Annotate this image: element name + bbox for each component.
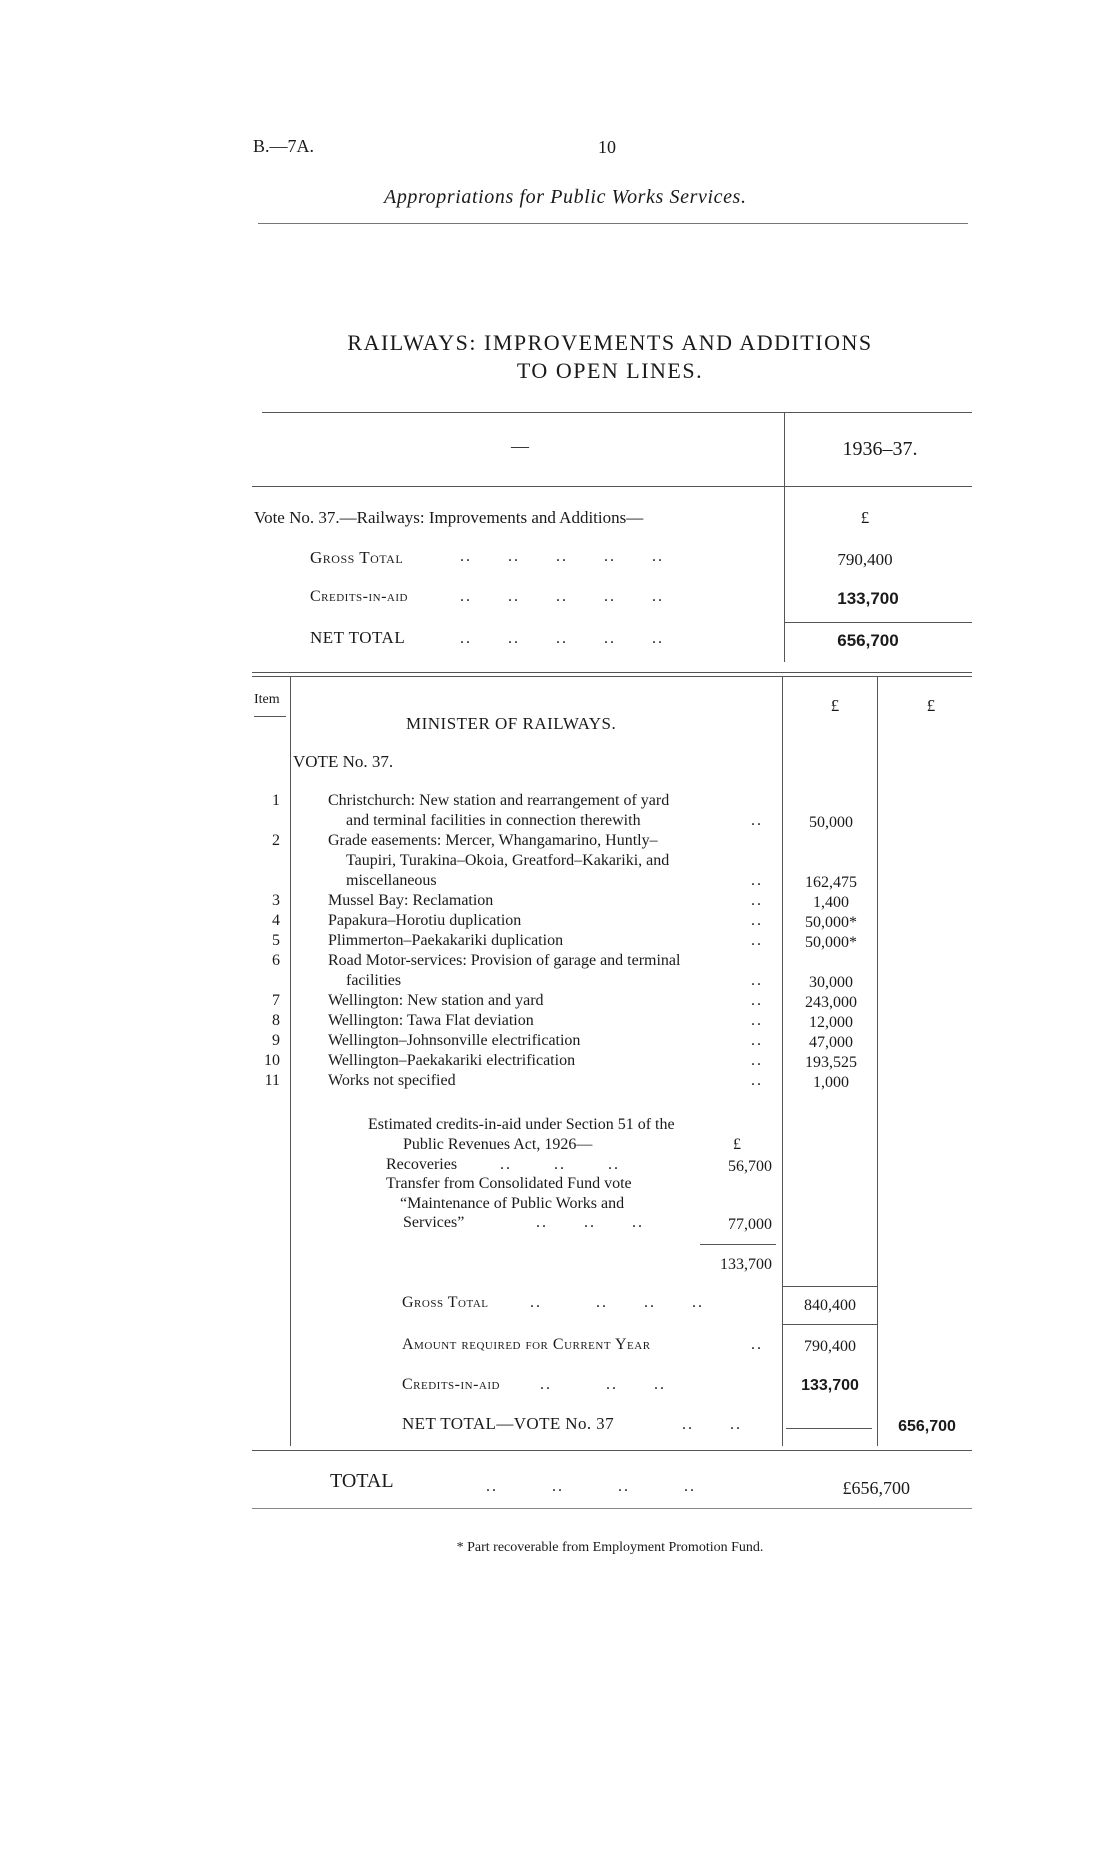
leader-dots: .. [751, 912, 763, 929]
item-description: Mussel Bay: Reclamation [328, 892, 494, 909]
summary-top-rule [262, 412, 972, 413]
item-description: Wellington–Paekakariki electrification [328, 1052, 576, 1069]
leader-dots: .. [751, 892, 763, 909]
summary-subtotal-rule [784, 622, 972, 623]
section-title-line1: RAILWAYS: IMPROVEMENTS AND ADDITIONS [347, 330, 873, 355]
item-amount: 47,000 [809, 1034, 853, 1051]
item-description: Wellington: Tawa Flat deviation [328, 1012, 534, 1029]
item-amount: 243,000 [805, 994, 857, 1011]
leader-dots: .. [751, 812, 763, 829]
total-column-divider [877, 676, 878, 1446]
leader-dots: .. [751, 1012, 763, 1029]
section-title-line2: TO OPEN LINES. [516, 358, 704, 383]
leader-dots: .. .. [682, 1416, 742, 1433]
item-amount: 30,000 [809, 974, 853, 991]
leader-dots: .. [751, 1052, 763, 1069]
leader-dots: .. [751, 1032, 763, 1049]
summary-net-label: NET TOTAL [310, 628, 406, 647]
vote-heading: VOTE No. 37. [293, 752, 394, 771]
summary-gross-value: 790,400 [837, 550, 893, 569]
leader-dots: .. .. .. .. .. [460, 548, 664, 565]
amount-required-label: Amount required for Current Year [402, 1336, 651, 1353]
item-number: 2 [272, 832, 280, 849]
item-description-continued: Taupiri, Turakina–Okoia, Greatford–Kakariki, and [346, 852, 670, 869]
item-description: Wellington–Johnsonville electrification [328, 1032, 581, 1049]
item-number: 6 [272, 952, 280, 969]
amount-required-value: 790,400 [804, 1338, 856, 1355]
net-dash-rule [786, 1428, 872, 1429]
summary-header-rule [252, 486, 972, 487]
summary-gross-label: Gross Total [310, 548, 404, 567]
transfer-line2: “Maintenance of Public Works and [400, 1195, 625, 1212]
vote-line: Vote No. 37.—Railways: Improvements and Additions— [254, 508, 644, 527]
detail-currency-col1: £ [830, 696, 840, 715]
detail-credits-label: Credits-in-aid [402, 1376, 500, 1393]
leader-dots: .. .. .. .. [530, 1294, 704, 1311]
item-amount: 193,525 [805, 1054, 857, 1071]
item-number: 9 [272, 1032, 280, 1049]
recoveries-label: Recoveries [386, 1156, 458, 1173]
gross-top-rule [782, 1286, 877, 1287]
item-description: Road Motor-services: Provision of garage and terminal [328, 952, 681, 969]
footnote: * Part recoverable from Employment Promotion Fund. [456, 1540, 764, 1555]
credits-note-line2: Public Revenues Act, 1926— [403, 1136, 593, 1153]
grand-total-value: £656,700 [842, 1478, 910, 1498]
item-amount: 1,000 [813, 1074, 849, 1091]
detail-currency-col2: £ [926, 696, 936, 715]
leader-dots: .. .. .. [500, 1156, 620, 1173]
recoveries-value: 56,700 [728, 1158, 772, 1175]
summary-col-dash: — [511, 436, 529, 456]
item-number: 4 [272, 912, 280, 929]
item-description: Grade easements: Mercer, Whangamarino, Huntly– [328, 832, 658, 849]
amount-column-divider [782, 676, 783, 1446]
item-number: 10 [264, 1052, 280, 1069]
item-description: Papakura–Horotiu duplication [328, 912, 522, 929]
detail-gross-value: 840,400 [804, 1297, 856, 1314]
item-amount: 50,000 [809, 814, 853, 831]
leader-dots: .. [751, 972, 763, 989]
item-number: 8 [272, 1012, 280, 1029]
item-description: Wellington: New station and yard [328, 992, 544, 1009]
item-amount: 50,000* [805, 934, 857, 951]
minister-heading: MINISTER OF RAILWAYS. [406, 714, 617, 733]
item-description: Works not specified [328, 1072, 456, 1089]
item-column-divider [290, 676, 291, 1446]
item-amount: 162,475 [805, 874, 857, 891]
leader-dots: .. .. .. .. [486, 1478, 696, 1495]
running-title: Appropriations for Public Works Services. [384, 186, 747, 208]
net-total-vote-label: NET TOTAL—VOTE No. 37 [402, 1414, 614, 1433]
item-number: 7 [272, 992, 280, 1009]
item-amount: 12,000 [809, 1014, 853, 1031]
transfer-value: 77,000 [728, 1216, 772, 1233]
item-description-continued: facilities [346, 972, 402, 989]
credits-subtotal: 133,700 [720, 1256, 772, 1273]
item-number: 3 [272, 892, 280, 909]
item-description-continued: and terminal facilities in connection therewith [346, 812, 641, 829]
net-total-vote-value: 656,700 [898, 1418, 956, 1435]
leader-dots: .. [751, 1072, 763, 1089]
item-header-underline [254, 716, 286, 717]
detail-gross-label: Gross Total [402, 1294, 489, 1311]
leader-dots: .. [751, 932, 763, 949]
header-rule [258, 223, 968, 224]
leader-dots: .. .. .. [540, 1376, 666, 1393]
credits-note-currency: £ [733, 1136, 741, 1153]
item-description: Christchurch: New station and rearrangement of yard [328, 792, 670, 809]
item-amount: 1,400 [813, 894, 849, 911]
transfer-line1: Transfer from Consolidated Fund vote [386, 1175, 632, 1192]
detail-credits-value: 133,700 [801, 1377, 859, 1394]
gross-bottom-rule [782, 1324, 877, 1325]
item-number: 11 [264, 1072, 280, 1089]
summary-year-header: 1936–37. [842, 438, 918, 460]
detail-top-rule [252, 676, 972, 677]
leader-dots: .. [751, 992, 763, 1009]
summary-net-value: 656,700 [837, 631, 899, 650]
item-number: 5 [272, 932, 280, 949]
detail-bottom-rule [252, 1450, 972, 1451]
item-description-continued: miscellaneous [346, 872, 437, 889]
leader-dots: .. [751, 1336, 763, 1353]
leader-dots: .. .. .. .. .. [460, 588, 664, 605]
summary-credits-label: Credits-in-aid [310, 588, 408, 605]
summary-column-divider [784, 412, 785, 662]
grand-total-rule [252, 1508, 972, 1509]
credits-note-line1: Estimated credits-in-aid under Section 51 of the [368, 1116, 675, 1133]
leader-dots: .. .. .. [536, 1214, 644, 1231]
grand-total-label: TOTAL [330, 1470, 394, 1492]
item-header: Item [254, 692, 280, 707]
item-number: 1 [272, 792, 280, 809]
subtotal-rule [700, 1244, 776, 1245]
page-number: 10 [598, 137, 616, 157]
item-amount: 50,000* [805, 914, 857, 931]
item-description: Plimmerton–Paekakariki duplication [328, 932, 564, 949]
document-reference: B.—7A. [253, 136, 315, 156]
summary-credits-value: 133,700 [837, 589, 899, 608]
leader-dots: .. .. .. .. .. [460, 630, 664, 647]
summary-currency: £ [860, 508, 870, 527]
leader-dots: .. [751, 872, 763, 889]
summary-bottom-rule [252, 672, 972, 673]
transfer-line3: Services” [403, 1214, 465, 1231]
